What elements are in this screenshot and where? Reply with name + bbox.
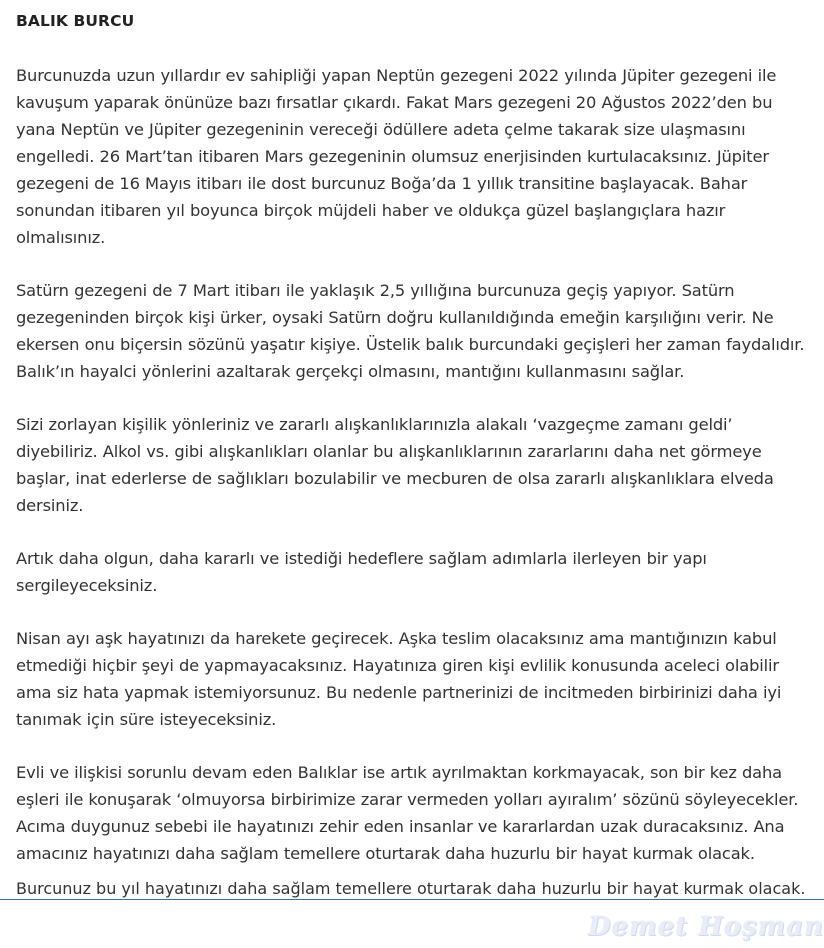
- paragraph-6: Evli ve ilişkisi sorunlu devam eden Balıklar ise artık ayrılmaktan korkmayacak, son bir kez daha eşleri ile konuşarak ‘olmuyorsa birbirimize zarar vermeden yolları ayıralım’ sözünü söyleyecekler. Acıma duygunuz sebebi ile hayatınızı zehir eden insanlar ve kararlardan uzak duracaksınız. Ana amacınız hayatınızı daha sağlam temellere oturtarak daha huzurlu bir hayat kurmak olacak.: [16, 763, 799, 863]
- article: [16, 10, 816, 893]
- paragraph-3: Sizi zorlayan kişilik yönleriniz ve zararlı alışkanlıklarınızla alakalı ‘vazgeçme zamanı geldi’ diyebiliriz. Alkol vs. gibi alışkanlıkları olanlar bu alışkanlıklarının zararlarını daha net görmeye başlar, inat ederlerse de sağlıkları bozulabilir ve mecburen de olsa zararlı alışkanlıklara elveda dersiniz.: [16, 415, 774, 515]
- article-title: BALIK BURCU: [16, 12, 135, 30]
- paragraph-4: Artık daha olgun, daha kararlı ve istediği hedeflere sağlam adımlarla ilerleyen bir yapı sergileyeceksiniz.: [16, 549, 707, 595]
- watermark: Demet Hoşman: [588, 912, 824, 942]
- paragraph-5: Nisan ayı aşk hayatınızı da harekete geçirecek. Aşka teslim olacaksınız ama mantığınızın kabul etmediği hiçbir şeyi de yapmayacaksınız. Hayatınıza giren kişi evlilik konusunda aceleci olabilir ama siz hata yapmak istemiyorsunuz. Bu nedenle partnerinizi de incitmeden birbirinizi daha iyi tanımak için süre isteyeceksiniz.: [16, 629, 782, 729]
- clipped-next-line: Burcunuz bu yıl hayatınızı daha sağlam temellere oturtarak daha huzurlu bir hayat kurmak olacak.: [16, 879, 806, 898]
- paragraph-1: Burcunuzda uzun yıllardır ev sahipliği yapan Neptün gezegeni 2022 yılında Jüpiter gezegeni ile kavuşum yaparak önünüze bazı fırsatlar çıkardı. Fakat Mars gezegeni 20 Ağustos 2022’den bu yana Neptün ve Jüpiter gezegeninin vereceği ödüllere adeta çelme takarak size ulaşmasını engelledi. 26 Mart’tan itibaren Mars gezegeninin olumsuz enerjisinden kurtulacaksınız. Jüpiter gezegeni de 16 Mayıs itibarı ile dost burcunuz Boğa’da 1 yıllık transitine başlayacak. Bahar sonundan itibaren yıl boyunca birçok müjdeli haber ve oldukça güzel başlangıçlara hazır olmalısınız.: [16, 66, 777, 247]
- section-divider: [0, 899, 824, 900]
- paragraph-2: Satürn gezegeni de 7 Mart itibarı ile yaklaşık 2,5 yıllığına burcunuza geçiş yapıyor. Satürn gezegeninden birçok kişi ürker, oysaki Satürn doğru kullanıldığında emeğin karşılığını verir. Ne ekersen onu biçersin sözünü yaşatır kişiye. Üstelik balık burcundaki geçişleri her zaman faydalıdır. Balık’ın hayalci yönlerini azaltarak gerçekçi olmasını, mantığını kullanmasını sağlar.: [16, 281, 805, 381]
